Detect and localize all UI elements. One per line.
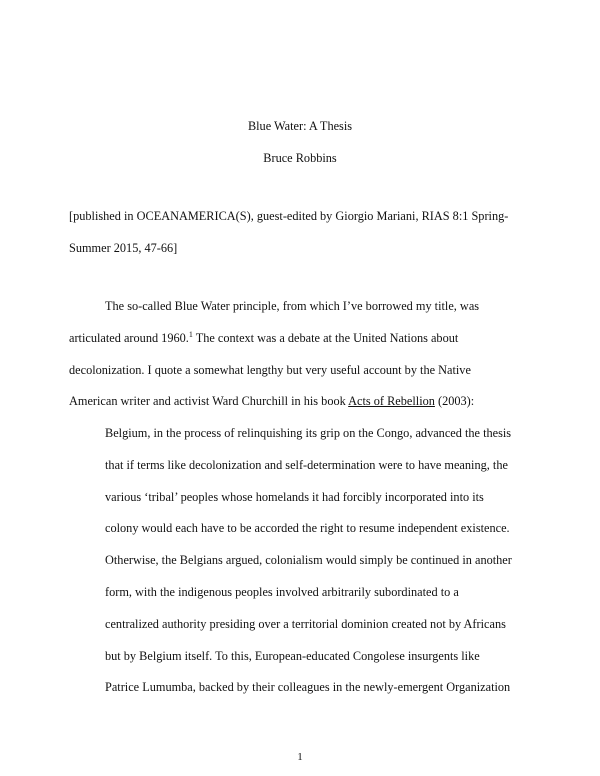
- publication-note-line-2: Summer 2015, 47-66]: [69, 241, 178, 255]
- book-title: Acts of Rebellion: [348, 394, 435, 408]
- paragraph-1-line-2-text: articulated around 1960.: [69, 331, 189, 345]
- document-title: Blue Water: A Thesis: [247, 119, 353, 133]
- paragraph-1-line-4: [69, 394, 474, 408]
- paragraph-1-line-4-text: American writer and activist Ward Churchill in his book: [69, 394, 349, 408]
- block-quote-line: various ‘tribal’ peoples whose homelands it had forcibly incorporated into its: [105, 490, 484, 504]
- block-quote-line: Otherwise, the Belgians argued, colonialism would simply be continued in another: [105, 553, 512, 567]
- paragraph-1-line-2-continued: The context was a debate at the United Nations about: [192, 331, 459, 345]
- footnote-reference[interactable]: 1: [188, 330, 193, 339]
- block-quote-line: that if terms like decolonization and self-determination were to have meaning, the: [105, 458, 508, 472]
- document-author: Bruce Robbins: [263, 151, 337, 165]
- block-quote-line: but by Belgium itself. To this, European-educated Congolese insurgents like: [105, 649, 480, 663]
- paragraph-1-line-2: [69, 331, 458, 345]
- block-quote-line: colony would each have to be accorded the right to resume independent existence.: [105, 521, 510, 535]
- paragraph-1-line-3: decolonization. I quote a somewhat lengthy but very useful account by the Native: [69, 363, 471, 377]
- page-number: 1: [297, 751, 303, 763]
- block-quote-line: centralized authority presiding over a territorial dominion created not by Africans: [105, 617, 506, 631]
- block-quote-line: Belgium, in the process of relinquishing its grip on the Congo, advanced the thesis: [105, 426, 512, 440]
- paragraph-1-line-1: The so-called Blue Water principle, from which I’ve borrowed my title, was: [105, 299, 480, 313]
- block-quote-line: Patrice Lumumba, backed by their colleagues in the newly-emergent Organization: [105, 680, 511, 694]
- publication-note-line-1: [published in OCEANAMERICA(S), guest-edited by Giorgio Mariani, RIAS 8:1 Spring-: [69, 209, 509, 223]
- paragraph-1-line-4-end: (2003):: [434, 394, 475, 408]
- block-quote-line: form, with the indigenous peoples involved arbitrarily subordinated to a: [105, 585, 459, 599]
